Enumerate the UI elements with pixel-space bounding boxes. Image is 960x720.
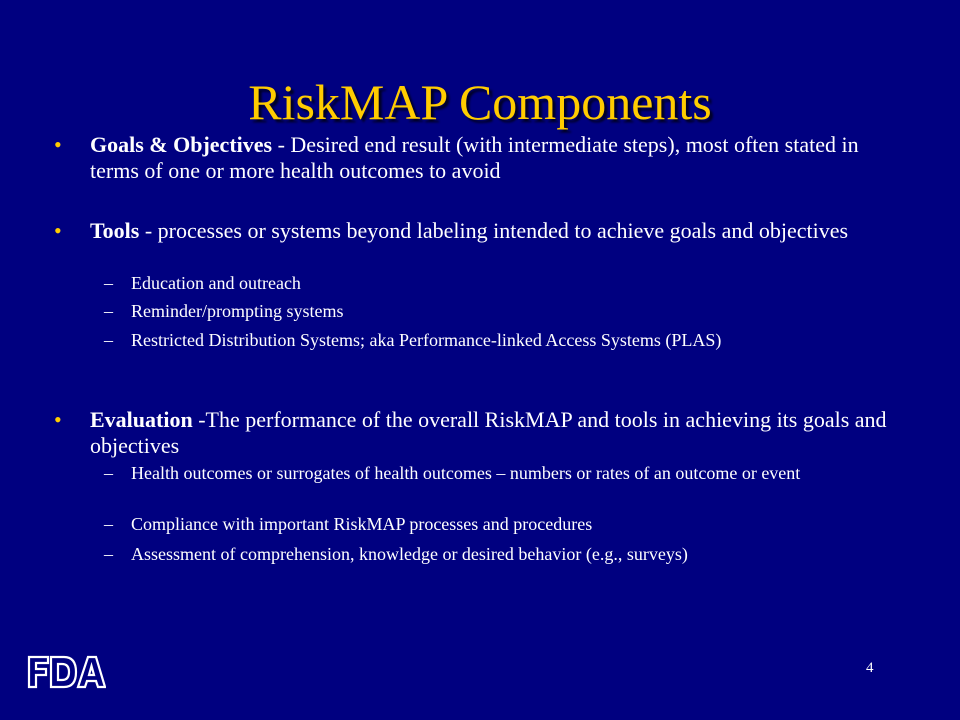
sub-item: [104, 463, 881, 484]
bullet-icon: •: [54, 407, 62, 432]
bullet-text: -The performance of the overall RiskMAP and tools in achieving its goals and objectives: [90, 407, 887, 458]
sub-item-text: Compliance with important RiskMAP processes and procedures: [131, 514, 593, 534]
dash-icon: –: [104, 273, 113, 293]
sub-item-text: Education and outreach: [131, 273, 301, 293]
bullet-icon: •: [54, 132, 62, 157]
sub-item: [104, 273, 881, 294]
sub-item: [104, 514, 881, 535]
sub-item: [104, 330, 881, 351]
bullet-lead: Goals & Objectives: [90, 132, 273, 157]
dash-icon: –: [104, 463, 113, 483]
sub-item: [104, 301, 881, 322]
sub-item-text: Assessment of comprehension, knowledge or desired behavior (e.g., surveys): [131, 544, 688, 564]
dash-icon: –: [104, 330, 113, 350]
bullet-text: - processes or systems beyond labeling intended to achieve goals and objectives: [139, 218, 849, 243]
sub-item-text: Restricted Distribution Systems; aka Performance-linked Access Systems (PLAS): [131, 330, 722, 350]
bullet-icon: •: [54, 218, 62, 243]
slide-title: RiskMAP Components: [248, 74, 712, 130]
bullet-text: - Desired end result (with intermediate steps), most often stated in terms of one or more health outcomes to avoid: [90, 132, 859, 183]
dash-icon: –: [104, 544, 113, 564]
bullet-goals-objectives: [54, 132, 890, 184]
sub-item: [104, 544, 881, 565]
bullet-lead: Tools: [90, 218, 140, 243]
bullet-evaluation: [54, 407, 890, 459]
sub-item-text: Health outcomes or surrogates of health outcomes – numbers or rates of an outcome or event: [131, 463, 801, 483]
page-number: 4: [866, 660, 874, 676]
bullet-tools: [54, 218, 890, 244]
dash-icon: –: [104, 301, 113, 321]
dash-icon: –: [104, 514, 113, 534]
sub-item-text: Reminder/prompting systems: [131, 301, 344, 321]
bullet-lead: Evaluation: [90, 407, 193, 432]
fda-logo-icon: [26, 654, 106, 695]
